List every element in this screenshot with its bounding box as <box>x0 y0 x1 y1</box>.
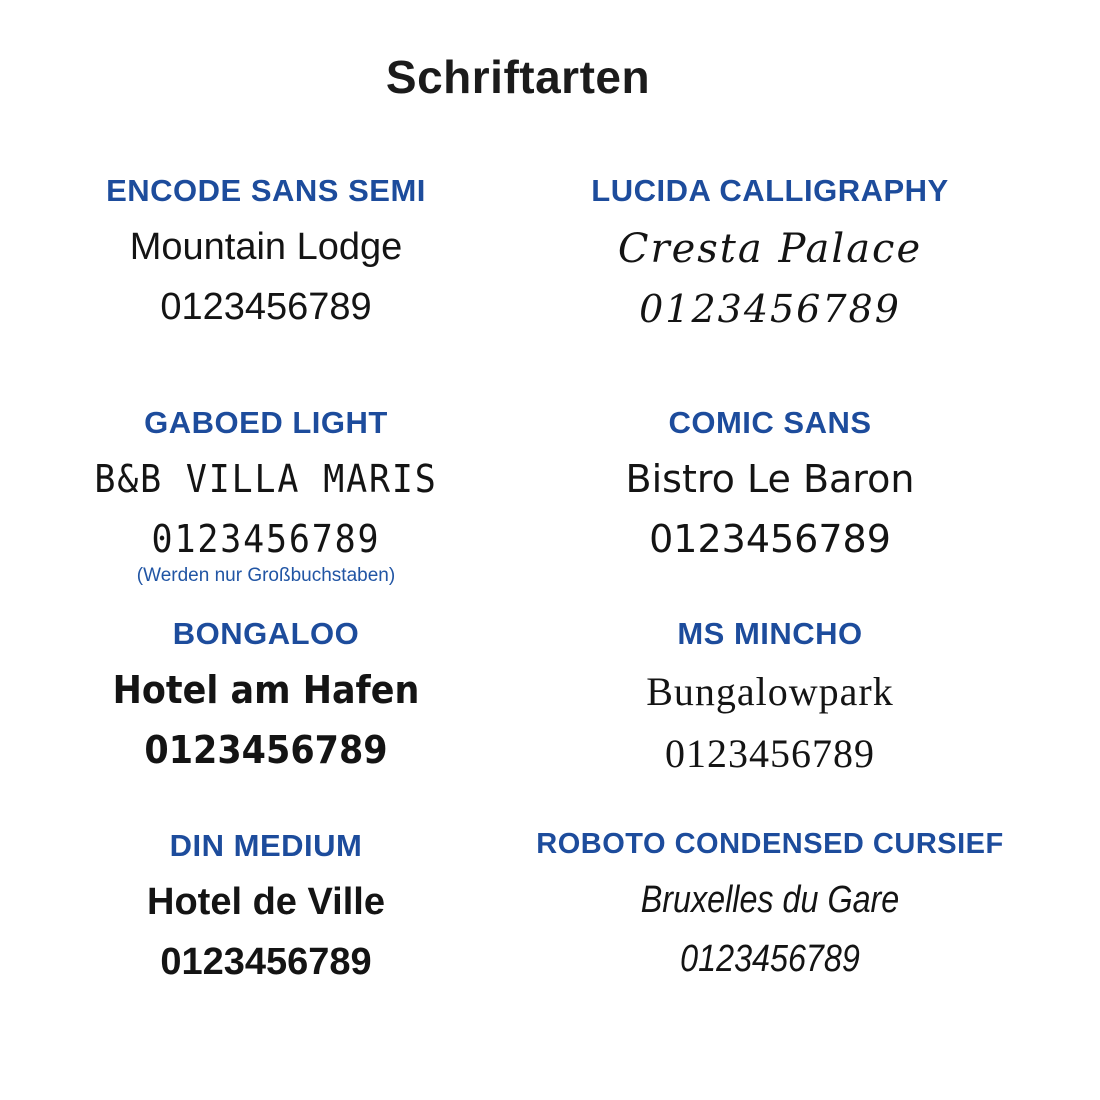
font-digits-text: 0123456789 <box>160 285 372 328</box>
font-card-gaboed-light <box>14 405 518 616</box>
font-card-comic-sans <box>518 405 1022 616</box>
font-card-bongaloo <box>14 616 518 828</box>
font-grid <box>14 173 1022 987</box>
font-name-heading: ROBOTO CONDENSED CURSIEF <box>536 827 1004 860</box>
font-sample-text: Hotel am Hafen <box>112 668 420 713</box>
font-digits-text: 0123456789 <box>639 287 901 332</box>
font-note: (Werden nur Großbuchstaben) <box>136 565 396 587</box>
font-sample-text: B&B VILLA MARIS <box>94 457 438 502</box>
font-sample-text: Cresta Palace <box>617 226 923 273</box>
font-card-din-medium <box>14 828 518 987</box>
font-sample-text: Mountain Lodge <box>129 226 403 269</box>
font-digits-text: 0123456789 <box>144 727 388 772</box>
font-name-heading: LUCIDA CALLIGRAPHY <box>591 172 949 208</box>
font-digits-text: 0123456789 <box>680 938 860 981</box>
font-digits-text: 0123456789 <box>151 516 381 561</box>
font-sample-text: Bistro Le Baron <box>625 457 915 502</box>
font-name-heading: COMIC SANS <box>668 404 872 440</box>
font-card-roboto-condensed-cursief <box>518 828 1022 987</box>
font-sample-text: Bruxelles du Gare <box>640 878 900 921</box>
font-digits-text: 0123456789 <box>649 516 891 561</box>
font-digits-text: 0123456789 <box>160 940 372 983</box>
font-name-heading: BONGALOO <box>172 615 360 651</box>
page-title: Schriftarten <box>385 51 651 103</box>
font-card-ms-mincho <box>518 616 1022 828</box>
font-card-encode-sans-semi <box>14 173 518 405</box>
font-sample-text: Bungalowpark <box>646 669 894 715</box>
font-name-heading: MS MINCHO <box>677 615 863 651</box>
font-card-lucida-calligraphy <box>518 173 1022 405</box>
font-name-heading: DIN MEDIUM <box>169 827 363 863</box>
font-digits-text: 0123456789 <box>665 731 875 777</box>
font-sample-text: Hotel de Ville <box>147 881 385 924</box>
font-name-heading: GABOED LIGHT <box>144 404 388 440</box>
font-name-heading: ENCODE SANS SEMI <box>106 172 426 208</box>
